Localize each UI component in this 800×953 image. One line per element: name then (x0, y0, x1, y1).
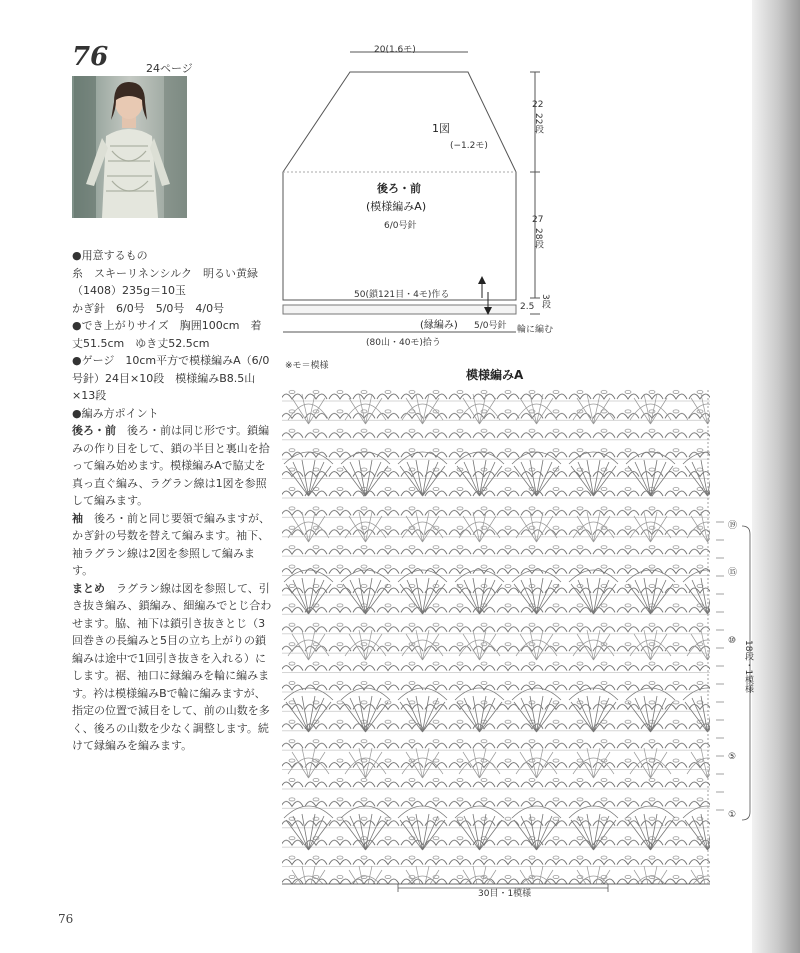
finish-text: ラグラン線は図を参照して、引き抜き編み、鎖編み、細編みでとじ合わせます。脇、袖下は鎖引き抜きとじ（3回巻きの長編みと5目の立ち上がりの鎖編みは途中で1回引き抜きを入れる）にします。裾、袖口に縁編みを輪に編みます。衿は模様編みBで輪に編みますが、指定の位置で減目をして、前の山数を多く、後ろの山数を少なく調整します。続けて縁編みを編みます。 (72, 581, 272, 752)
piece-pattern: (模様編みA) (366, 200, 427, 213)
figure-label: 1図 (432, 122, 450, 135)
pattern-number: 76 (72, 42, 109, 72)
stitch-repeat-label: 30目・1模様 (478, 889, 532, 899)
abbreviation-note: ※モ＝模様 (285, 361, 329, 371)
decrease-label: (−1.2モ) (450, 141, 488, 151)
sleeve-label: 袖 (72, 511, 83, 525)
cast-on-label: 50(鎖121目・4モ)作る (354, 290, 450, 300)
finished-size: ●でき上がりサイズ 胸囲100cm 着丈51.5cm ゆき丈52.5cm (72, 319, 262, 350)
body-text: 後ろ・前は同じ形です。鎖編みの作り目をして、鎖の半目と裏山を拾って編み始めます。模様編みAで脇丈を真っ直ぐ編み、ラグラン線は1図を参照して編みます。 (72, 424, 270, 507)
top-width-label: 20(1.6モ) (374, 45, 416, 55)
raglan-height: 22 (532, 100, 544, 110)
edge-round-label: 輪に編む (517, 325, 554, 335)
side-rows: 28段 (533, 228, 543, 249)
sleeve-text: 後ろ・前と同じ要領で編みますが、かぎ針の号数を替えて編みます。袖下、袖ラグラン線は2図を参照して編みます。 (72, 511, 270, 577)
edge-rows: 3段 (540, 294, 550, 309)
materials-heading: ●用意するもの (72, 249, 148, 262)
piece-hook: 6/0号針 (384, 221, 417, 231)
method-heading: ●編み方ポイント (72, 406, 159, 420)
side-height: 27 (532, 215, 544, 225)
row-direction-arrows (716, 522, 724, 810)
finish-label: まとめ (72, 581, 105, 595)
row-marker-15: ⑮ (728, 568, 738, 578)
row-marker-5: ⑤ (728, 752, 737, 762)
edge-height: 2.5 (520, 302, 535, 312)
edge-hook: 5/0号針 (474, 321, 507, 331)
hook-spec: かぎ針 6/0号 5/0号 4/0号 (72, 301, 225, 315)
row-marker-1: ① (728, 810, 737, 820)
page-reference: 24ページ (146, 62, 193, 75)
page-number: 76 (58, 912, 74, 926)
body-label: 後ろ・前 (72, 424, 116, 437)
gauge: ●ゲージ 10cm平方で模様編みA（6/0号針）24目×10段 模様編みB8.5山×13段 (72, 354, 270, 402)
stitch-chart-title: 模様編みA (466, 368, 524, 382)
yarn-spec: 糸 スキーリネンシルク 明るい黄緑（1408）235g＝10玉 (72, 266, 259, 297)
stitch-chart-fans (282, 386, 710, 884)
row-marker-19: ⑲ (728, 521, 738, 531)
pickup-label: (80山・40モ)拾う (366, 338, 441, 348)
row-repeat-label: 18段・1模様 (743, 640, 753, 694)
edge-name: (縁編み) (420, 320, 458, 331)
piece-name: 後ろ・前 (377, 182, 421, 195)
row-marker-10: ⑩ (728, 636, 737, 646)
raglan-rows: 22段 (533, 113, 543, 134)
